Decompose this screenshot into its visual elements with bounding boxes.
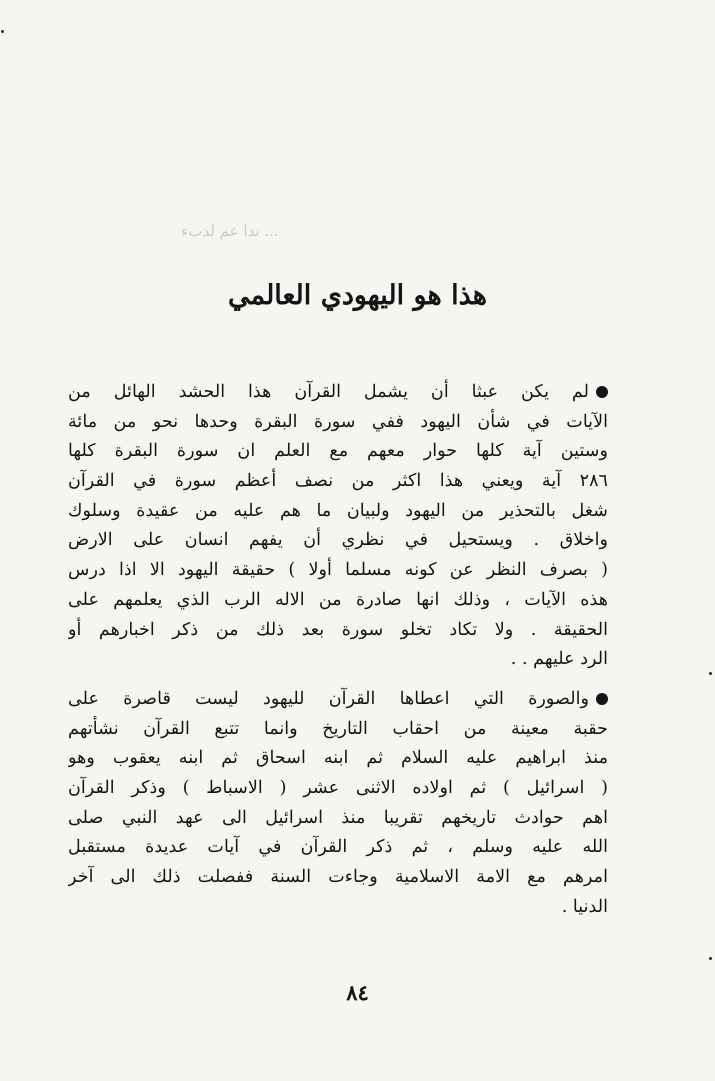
text-line: الله عليه وسلم ، ثم ذكر القرآن في آيات عديدة مستقبل xyxy=(68,837,608,858)
bullet-icon xyxy=(596,693,608,705)
chapter-title: هذا هو اليهودي العالمي xyxy=(227,280,488,311)
paragraph-1 xyxy=(68,378,608,675)
text-line: اهم حوادث تاريخهم تقريبا منذ اسرائيل الى عهد النبي صلى xyxy=(68,807,608,828)
paragraph-2 xyxy=(68,685,608,923)
text-line: الآيات في شأن اليهود ففي سورة البقرة وحدها نحو من مائة xyxy=(68,411,608,432)
text-line: الرد عليهم . . xyxy=(510,649,608,670)
faint-bleedthrough-text: ... ندا عم لدبء xyxy=(181,222,279,240)
text-line: لم يكن عبثا أن يشمل القرآن هذا الحشد الهائل من xyxy=(68,378,608,408)
scan-speck xyxy=(709,957,712,960)
page-number: ٨٤ xyxy=(346,980,369,1005)
scan-speck xyxy=(709,672,712,675)
text-line: حقبة معينة من احقاب التاريخ وانما تتبع القرآن نشأتهم xyxy=(68,718,608,739)
text-line: ( بصرف النظر عن كونه مسلما أولا ) حقيقة اليهود الا اذا درس xyxy=(68,560,608,581)
scan-speck xyxy=(1,30,4,33)
text-line: وستين آية كلها حوار معهم مع العلم ان سورة البقرة كلها xyxy=(68,441,608,462)
text-line: الدنيا . xyxy=(561,896,608,917)
text-line: ( اسرائيل ) ثم اولاده الاثنى عشر ( الاسباط ) وذكر القرآن xyxy=(68,777,608,798)
text-line: ٢٨٦ آية ويعني هذا اكثر من نصف أعظم سورة في القرآن xyxy=(68,471,608,492)
text-line: واخلاق . ويستحيل في نظري أن يفهم انسان على الارض xyxy=(68,530,608,551)
paragraph-gap xyxy=(68,675,608,685)
text-line: والصورة التي اعطاها القرآن لليهود ليست قاصرة على xyxy=(68,685,608,715)
text-line: هذه الآيات ، وذلك انها صادرة من الاله الرب الذي يعلمهم على xyxy=(68,589,608,610)
text-line: شغل بالتحذير من اليهود ولبيان ما هم عليه من عقيدة وسلوك xyxy=(68,500,608,521)
text-line: منذ ابراهيم عليه السلام ثم ابنه اسحاق ثم ابنه يعقوب وهو xyxy=(68,748,608,769)
text-line: امرهم مع الامة الاسلامية وجاءت السنة ففصلت ذلك الى آخر xyxy=(68,867,608,887)
text-line: الحقيقة . ولا تكاد تخلو سورة بعد ذلك من ذكر اخبارهم أو xyxy=(68,619,608,640)
body-text xyxy=(68,378,608,922)
bullet-icon xyxy=(596,386,608,398)
